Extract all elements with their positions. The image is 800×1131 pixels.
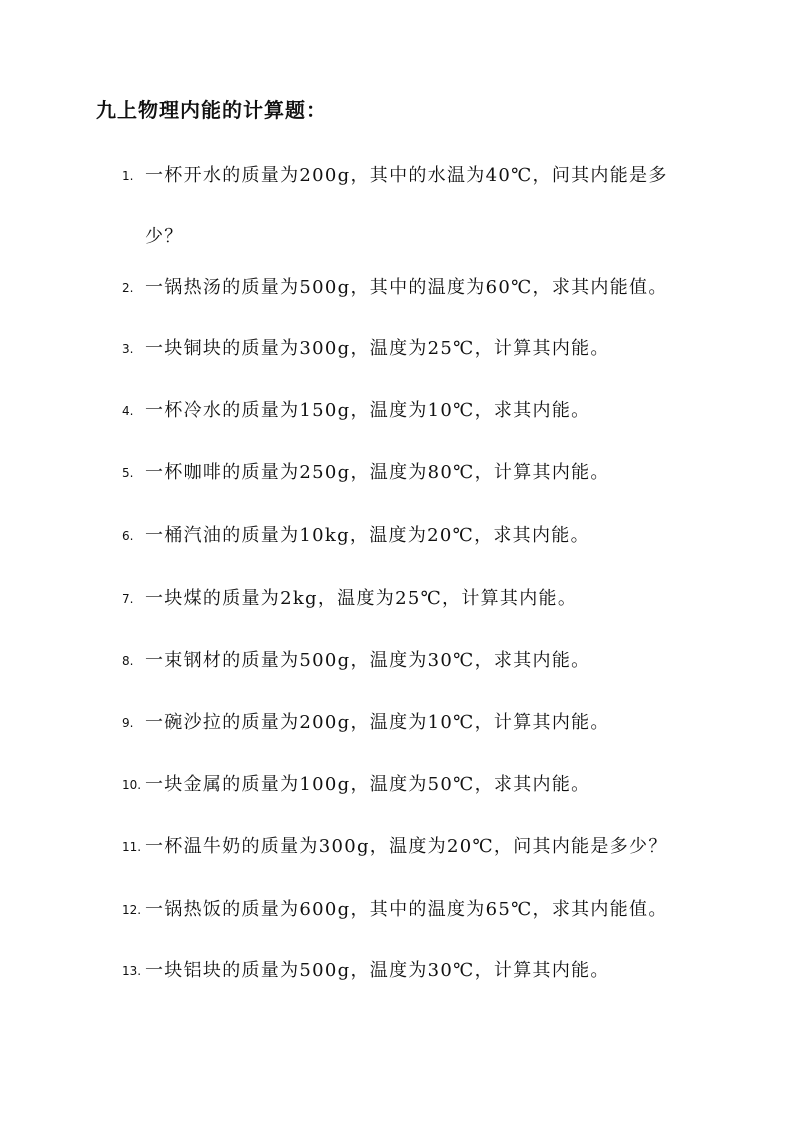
question-text: 一碗沙拉的质量为200g，温度为10℃，计算其内能。 [145,712,610,733]
question-text: 一束钢材的质量为500g，温度为30℃，求其内能。 [145,650,591,671]
question-number: 9. [122,716,134,730]
document-title: 九上物理内能的计算题： [96,98,327,122]
question-number: 2. [122,281,134,295]
question-number: 11. [122,840,142,854]
question-number: 7. [122,592,134,606]
question-number: 1. [122,169,134,183]
question-text: 一杯冷水的质量为150g，温度为10℃，求其内能。 [145,400,591,421]
question-number: 13. [122,964,142,978]
question-number: 8. [122,654,134,668]
question-number: 4. [122,404,134,418]
question-number: 10. [122,778,142,792]
question-text: 一杯温牛奶的质量为300g，温度为20℃，问其内能是多少？ [145,836,668,857]
question-number: 3. [122,342,134,356]
question-text: 一块金属的质量为100g，温度为50℃，求其内能。 [145,774,591,795]
question-text: 一块铜块的质量为300g，温度为25℃，计算其内能。 [145,338,610,359]
question-text: 一锅热饭的质量为600g，其中的温度为65℃，求其内能值。 [145,899,668,920]
question-number: 5. [122,466,134,480]
question-text: 一杯开水的质量为200g，其中的水温为40℃，问其内能是多少？ [145,165,668,247]
question-number: 6. [122,529,134,543]
question-text: 一杯咖啡的质量为250g，温度为80℃，计算其内能。 [145,462,610,483]
question-number: 12. [122,903,142,917]
question-text: 一锅热汤的质量为500g，其中的温度为60℃，求其内能值。 [145,277,668,298]
question-text: 一桶汽油的质量为10kg，温度为20℃，求其内能。 [145,525,590,546]
question-text: 一块煤的质量为2kg，温度为25℃，计算其内能。 [145,588,578,609]
question-text: 一块铝块的质量为500g，温度为30℃，计算其内能。 [145,960,610,981]
